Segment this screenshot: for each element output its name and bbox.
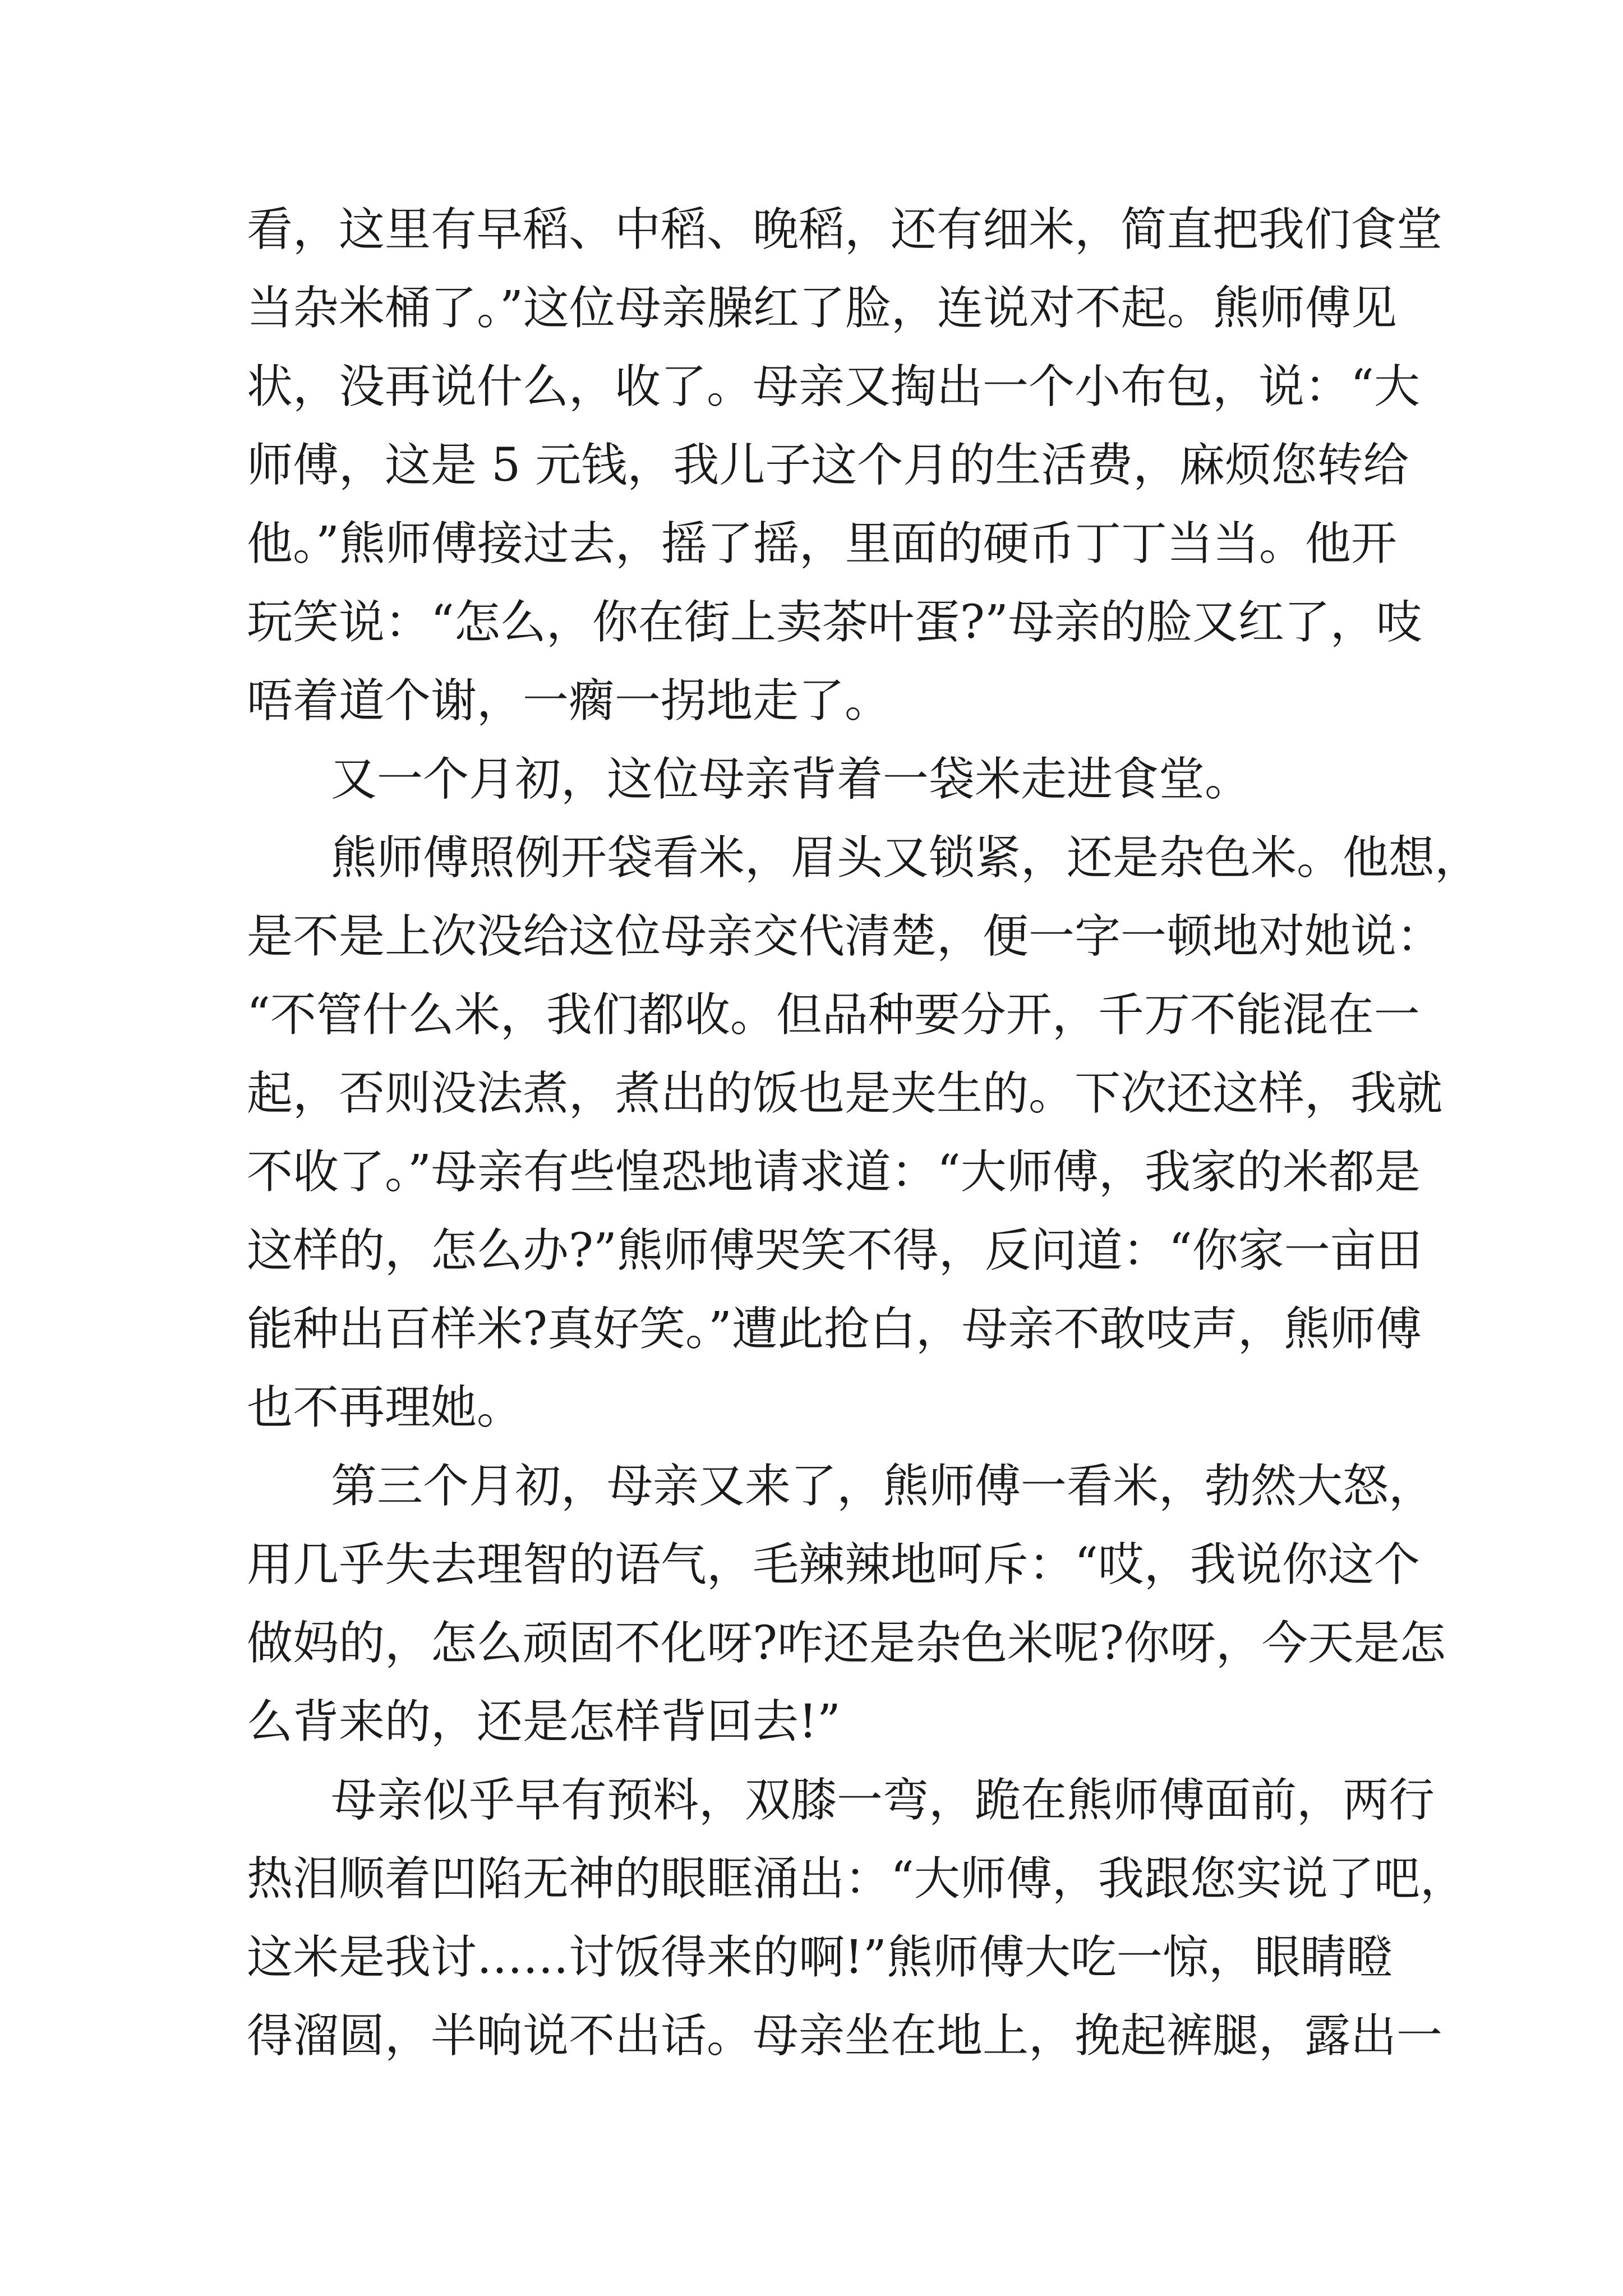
text-line: “不管什么米，我们都收。但品种要分开，千万不能混在一	[247, 988, 1420, 1042]
text-line: 做妈的，怎么顽固不化呀?咋还是杂色米呢?你呀，今天是怎	[247, 1617, 1446, 1670]
text-line: 热泪顺着凹陷无神的眼眶涌出：“大师傅，我跟您实说了吧，	[247, 1852, 1466, 1906]
text-line: 是不是上次没给这位母亲交代清楚，便一字一顿地对她说：	[247, 910, 1443, 963]
text-line: 唔着道个谢，一瘸一拐地走了。	[247, 674, 891, 728]
text-line: 熊师傅照例开袋看米，眉头又锁紧，还是杂色米。他想，	[331, 831, 1481, 885]
text-line: 他。”熊师傅接过去，摇了摇，里面的硬币丁丁当当。他开	[247, 517, 1397, 570]
text-line: 第三个月初，母亲又来了，熊师傅一看米，勃然大怒，	[331, 1460, 1435, 1513]
text-line: 看，这里有早稻、中稻、晚稻，还有细米，简直把我们食堂	[247, 203, 1443, 256]
paragraph-2	[247, 740, 1385, 819]
text-line: 不收了。”母亲有些惶恐地请求道：“大师傅，我家的米都是	[247, 1145, 1421, 1199]
body-text	[247, 191, 1481, 2076]
text-line: 这米是我讨……讨饭得来的啊!”熊师傅大吃一惊，眼睛瞪	[247, 1931, 1393, 1984]
text-line: 也不再理她。	[247, 1381, 523, 1434]
paragraph-4	[247, 1447, 1446, 1761]
text-line: 么背来的，还是怎样背回去!”	[247, 1695, 841, 1749]
text-line: 这样的，怎么办?”熊师傅哭笑不得，反问道：“你家一亩田	[247, 1224, 1422, 1277]
text-line: 用几乎失去理智的语气，毛辣辣地呵斥：“哎，我说你这个	[247, 1538, 1420, 1591]
text-line: 母亲似乎早有预料，双膝一弯，跪在熊师傅面前，两行	[331, 1774, 1435, 1827]
text-line: 能种出百样米?真好笑。”遭此抢白，母亲不敢吱声，熊师傅	[247, 1303, 1422, 1356]
paragraph-5	[247, 1761, 1466, 2076]
text-line: 又一个月初，这位母亲背着一袋米走进食堂。	[331, 753, 1251, 806]
text-line: 得溜圆，半晌说不出话。母亲坐在地上，挽起裤腿，露出一	[247, 2009, 1443, 2063]
text-line: 状，没再说什么，收了。母亲又掏出一个小布包，说：“大	[247, 360, 1420, 413]
text-line: 起，否则没法煮，煮出的饭也是夹生的。下次还这样，我就	[247, 1067, 1443, 1120]
text-line: 师傅，这是 5 元钱，我儿子这个月的生活费，麻烦您转给	[247, 439, 1409, 492]
text-line: 玩笑说：“怎么，你在街上卖茶叶蛋?”母亲的脸又红了，吱	[247, 596, 1422, 649]
paragraph-1	[247, 191, 1443, 740]
text-line: 当杂米桶了。”这位母亲臊红了脸，连说对不起。熊师傅见	[247, 282, 1397, 335]
paragraph-3	[247, 819, 1481, 1447]
